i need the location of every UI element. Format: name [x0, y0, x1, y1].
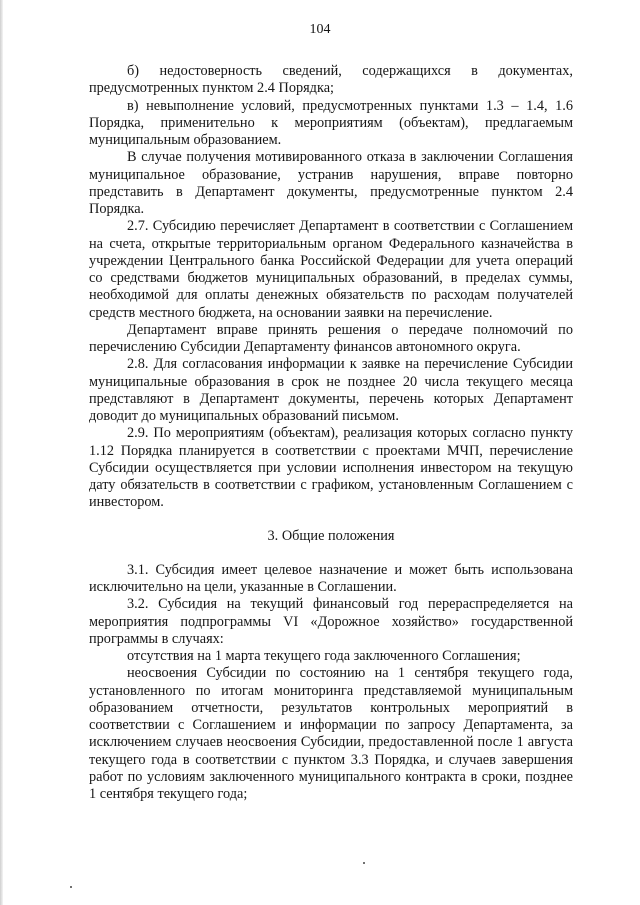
paragraph: неосвоения Субсидии по состоянию на 1 сентября текущего года, установленного по итогам мониторинга представляемой муниципальным образованием отчетности, результатов контрольных мероприятий в соответствии с Соглашением и информации по запросу Департамента, за исключением случаев неосвоения Субсидии, предоставленной после 1 августа текущего года в соответствии с пунктом 3.3 Порядка, и случаев завершения работ по условиям заключенного муниципального контракта в сроки, позднее 1 сентября текущего года;: [89, 665, 573, 802]
paragraph: 3.1. Субсидия имеет целевое назначение и может быть использована исключительно на цели, указанные в Соглашении.: [89, 561, 573, 595]
paragraph: Департамент вправе принять решения о передаче полномочий по перечислению Субсидии Департаменту финансов автономного округа.: [89, 321, 573, 355]
scan-speck: [70, 886, 72, 888]
scan-speck: [363, 862, 365, 864]
page-edge-shadow: [0, 0, 3, 905]
document-body: [89, 63, 573, 803]
paragraph: 2.7. Субсидию перечисляет Департамент в соответствии с Соглашением на счета, открытые территориальным органом Федерального казначейства в учреждении Центрального банка Российской Федерации для учета операций со средствами бюджетов муниципальных образований, в пределах суммы, необходимой для оплаты денежных обязательств по расходам получателей средств местного бюджета, на основании заявки на перечисление.: [89, 218, 573, 321]
paragraph: б) недостоверность сведений, содержащихся в документах, предусмотренных пунктом 2.4 Порядка;: [89, 63, 573, 97]
paragraph: отсутствия на 1 марта текущего года заключенного Соглашения;: [127, 648, 521, 664]
paragraph: в) невыполнение условий, предусмотренных пунктами 1.3 – 1.4, 1.6 Порядка, применительно к мероприятиям (объектам), предлагаемым муниципальным образованием.: [89, 97, 573, 148]
page-number: 104: [309, 22, 331, 37]
paragraph: В случае получения мотивированного отказа в заключении Соглашения муниципальное образование, устранив нарушения, вправе повторно представить в Департамент документы, предусмотренные пунктом 2.4 Порядка.: [89, 149, 573, 217]
paragraph: 2.9. По мероприятиям (объектам), реализация которых согласно пункту 1.12 Порядка планируется в соответствии с проектами МЧП, перечисление Субсидии осуществляется при условии исполнения инвестором на текущую дату обязательств в соответствии с графиком, установленным Соглашением с инвестором.: [89, 425, 573, 511]
paragraph: 3.2. Субсидия на текущий финансовый год перераспределяется на мероприятия подпрограммы VI «Дорожное хозяйство» государственной программы в случаях:: [89, 596, 573, 647]
paragraph: 2.8. Для согласования информации к заявке на перечисление Субсидии муниципальные образования в срок не позднее 20 числа текущего месяца представляют в Департамент документы, перечень которых Департамент доводит до муниципальных образований письмом.: [89, 356, 573, 424]
section-heading: 3. Общие положения: [267, 527, 395, 544]
